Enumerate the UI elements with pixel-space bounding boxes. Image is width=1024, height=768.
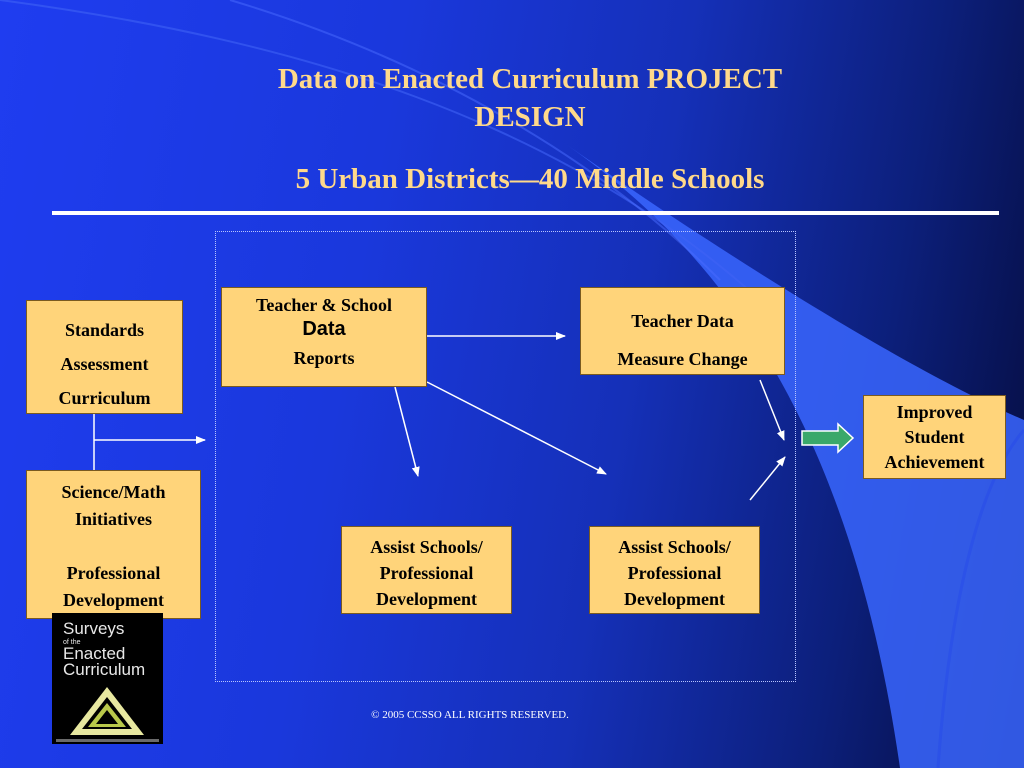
outcome-arrow bbox=[802, 424, 853, 452]
logo-text: of the bbox=[63, 639, 81, 646]
box-line: Improved bbox=[896, 402, 973, 422]
box-line: Curriculum bbox=[58, 388, 151, 408]
box-line: Development bbox=[376, 589, 477, 609]
arrow-teacher-data-to-outcome bbox=[760, 380, 784, 440]
box-line: Assessment bbox=[60, 354, 149, 374]
box-line: Professional bbox=[627, 563, 722, 583]
box-line: Teacher Data bbox=[631, 311, 734, 331]
box-line: Achievement bbox=[884, 452, 985, 472]
box-improved-student-achievement bbox=[863, 395, 1006, 479]
box-line: Measure Change bbox=[617, 349, 748, 369]
triangle-logo-icon bbox=[52, 679, 163, 744]
box-line: Assist Schools/ bbox=[370, 537, 483, 557]
box-assist-schools-1 bbox=[341, 526, 512, 614]
arrow-reports-to-assist2 bbox=[427, 382, 606, 474]
box-line: Science/Math bbox=[61, 482, 166, 502]
box-teacher-school-data-reports bbox=[221, 287, 427, 387]
slide-title-line1: Data on Enacted Curriculum PROJECT bbox=[277, 63, 783, 95]
box-line: Development bbox=[624, 589, 725, 609]
arrow-reports-to-assist1 bbox=[395, 387, 418, 476]
box-line: Initiatives bbox=[74, 509, 152, 529]
box-assist-schools-2 bbox=[589, 526, 760, 614]
slide-subtitle: 5 Urban Districts—40 Middle Schools bbox=[295, 163, 765, 195]
box-line: Development bbox=[63, 590, 164, 610]
box-teacher-data-measure-change bbox=[580, 287, 785, 375]
surveys-logo bbox=[52, 613, 163, 744]
box-line bbox=[27, 533, 200, 560]
box-line: Assist Schools/ bbox=[618, 537, 731, 557]
box-standards-assessment-curriculum bbox=[26, 300, 183, 414]
logo-text: Curriculum bbox=[63, 660, 146, 679]
box-line: Standards bbox=[64, 320, 145, 340]
logo-text: Enacted bbox=[63, 644, 126, 663]
logo-text: Surveys bbox=[63, 619, 125, 638]
arrow-assist2-to-outcome bbox=[750, 457, 785, 500]
slide-title-line2: DESIGN bbox=[474, 101, 586, 133]
box-science-math-initiatives bbox=[26, 470, 201, 619]
box-line: Student bbox=[904, 427, 965, 447]
copyright-notice: © 2005 CCSSO ALL RIGHTS RESERVED. bbox=[371, 709, 569, 721]
box-line-data: Data bbox=[302, 318, 346, 340]
box-line: Professional bbox=[66, 563, 161, 583]
box-line: Reports bbox=[293, 348, 355, 368]
box-line: Professional bbox=[379, 563, 474, 583]
box-line: Teacher & School bbox=[255, 295, 392, 315]
